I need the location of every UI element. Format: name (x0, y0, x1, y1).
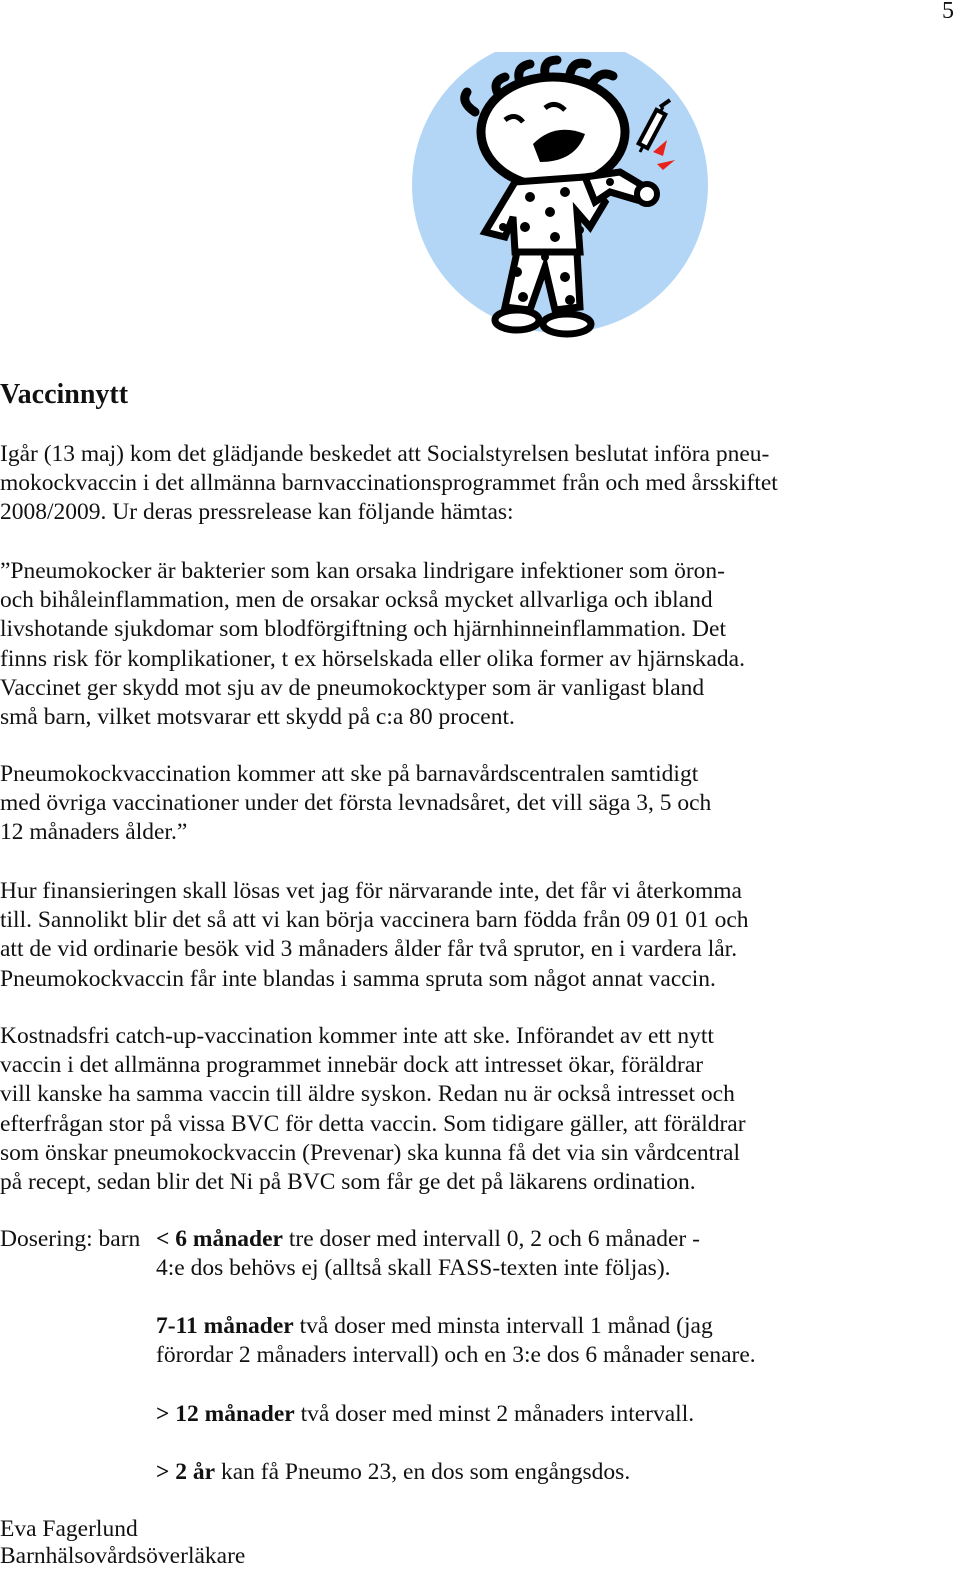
right-shoe (543, 314, 591, 334)
paragraph-quote-end: Pneumokockvaccination kommer att ske på barnavårdscentralen samtidigt med övriga vaccinationer under det första levnadsåret, det vill säga 3, 5 och 12 månaders ålder.” (0, 761, 712, 846)
dosing-description: två doser med minsta intervall 1 månad (jag förordar 2 månaders intervall) och en 3:e dos 6 månader senare. (156, 1313, 756, 1369)
page-number: 5 (942, 0, 954, 24)
hand (637, 184, 657, 204)
dosing-age: 7-11 månader (156, 1313, 294, 1339)
dosing-description: tre doser med intervall 0, 2 och 6 månader - 4:e dos behövs ej (alltså skall FASS-texten inte följas). (156, 1226, 700, 1282)
signature (0, 1516, 245, 1570)
article-heading: Vaccinnytt (0, 379, 129, 410)
dosing-section (0, 1225, 950, 1283)
dosing-description: kan få Pneumo 23, en dos som engångsdos. (215, 1459, 631, 1485)
dosing-age: > 12 månader (156, 1401, 295, 1427)
dosing-item (156, 1400, 936, 1429)
paragraph-financing: Hur finansieringen skall lösas vet jag för närvarande inte, det får vi återkomma till. Sannolikt blir det så att vi kan börja vaccinera barn födda från 09 01 01 och att de vid ordinarie besök vid 3 månaders ålder får två sprutor, en i vardera lår. Pneumokockvaccin får inte blandas i samma spruta som något annat vaccin. (0, 878, 749, 992)
crying-child-vaccination-icon (405, 52, 725, 352)
author-title: Barnhälsovårdsöverläkare (0, 1543, 246, 1569)
paragraph-intro: Igår (13 maj) kom det glädjande beskedet att Socialstyrelsen beslutat införa pneu- mokockvaccin i det allmänna barnvaccinationsprogrammet från och med årsskiftet 2008/2009. Ur deras pressrelease kan följande hämtas: (0, 441, 778, 526)
dosing-item (156, 1458, 936, 1487)
dosing-description: två doser med minst 2 månaders intervall. (294, 1401, 695, 1427)
dosing-age: > 2 år (156, 1459, 216, 1485)
paragraph-catch-up: Kostnadsfri catch-up-vaccination kommer inte att ske. Införandet av ett nytt vaccin i det allmänna programmet innebär dock att intresset ökar, föräldrar vill kanske ha samma vaccin till äldre syskon. Redan nu är också intresset och efterfrågan stor på vissa BVC för detta vaccin. Som tidigare gäller, att föräldrar som önskar pneumokockvaccin (Prevenar) ska kunna få det via sin vårdcentral på recept, sedan blir det Ni på BVC som får ge det på läkarens ordination. (0, 1023, 746, 1196)
dosing-item (156, 1312, 936, 1370)
author-name: Eva Fagerlund (0, 1516, 138, 1542)
dosing-label: Dosering: barn (0, 1226, 141, 1252)
left-shoe (495, 310, 539, 330)
dosing-age: < 6 månader (156, 1226, 283, 1252)
paragraph-quote: ”Pneumokocker är bakterier som kan orsaka lindrigare infektioner som öron- och bihåleinflammation, men de orsakar också mycket allvarliga och ibland livshotande sjukdomar som blodförgiftning och hjärnhinneinflammation. Det finns risk för komplikationer, t ex hörselskada eller olika former av hjärnskada. Vaccinet ger skydd mot sju av de pneumokocktyper som är vanligast bland små barn, vilket motsvarar ett skydd på c:a 80 procent. (0, 558, 745, 731)
dosing-item (156, 1225, 700, 1283)
